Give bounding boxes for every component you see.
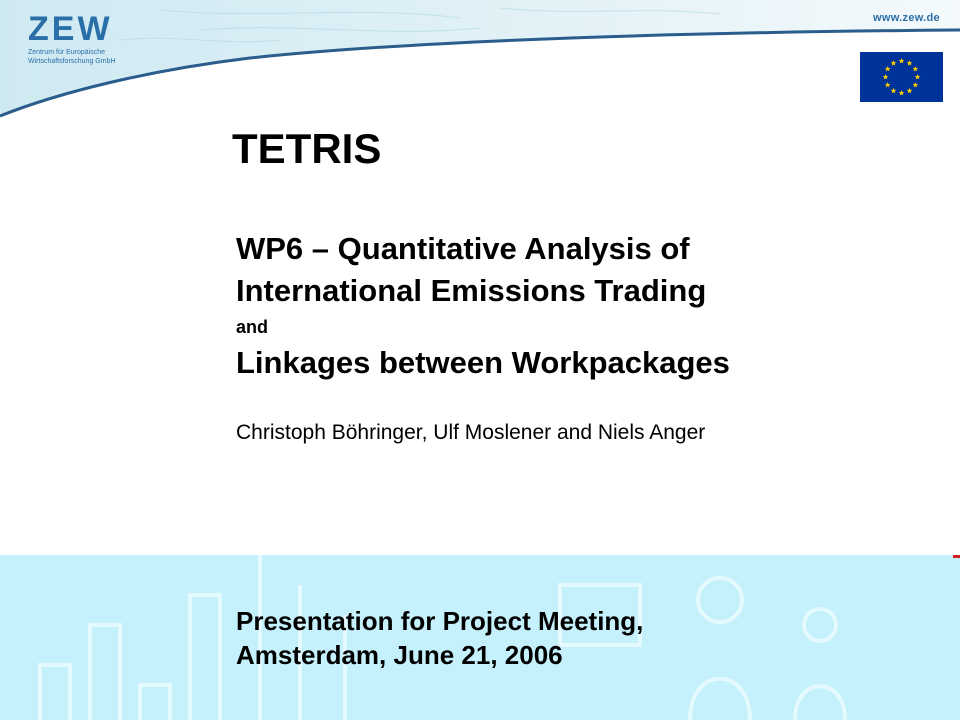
authors: Christoph Böhringer, Ulf Moslener and Niels Anger	[236, 421, 706, 444]
slide-subtitle	[236, 228, 730, 384]
subtitle-line3: Linkages between Workpackages	[236, 345, 730, 380]
logo-subtitle-line1: Zentrum für Europäische	[28, 49, 106, 56]
zew-logo-subtitle	[28, 48, 148, 66]
zew-logo: ZEW	[28, 10, 113, 48]
website-link[interactable]: www.zew.de	[873, 12, 940, 24]
subtitle-line2: International Emissions Trading	[236, 273, 707, 308]
logo-subtitle-line2: Wirtschaftsforschung GmbH	[28, 58, 116, 65]
presentation-line1: Presentation for Project Meeting,	[236, 606, 644, 636]
presentation-line2: Amsterdam, June 21, 2006	[236, 640, 563, 670]
presentation-info	[236, 604, 643, 672]
subtitle-and: and	[236, 317, 269, 337]
eu-flag-icon	[860, 52, 943, 102]
red-corner-mark	[953, 555, 960, 558]
subtitle-line1: WP6 – Quantitative Analysis of	[236, 231, 690, 266]
slide-title: TETRIS	[232, 125, 382, 172]
